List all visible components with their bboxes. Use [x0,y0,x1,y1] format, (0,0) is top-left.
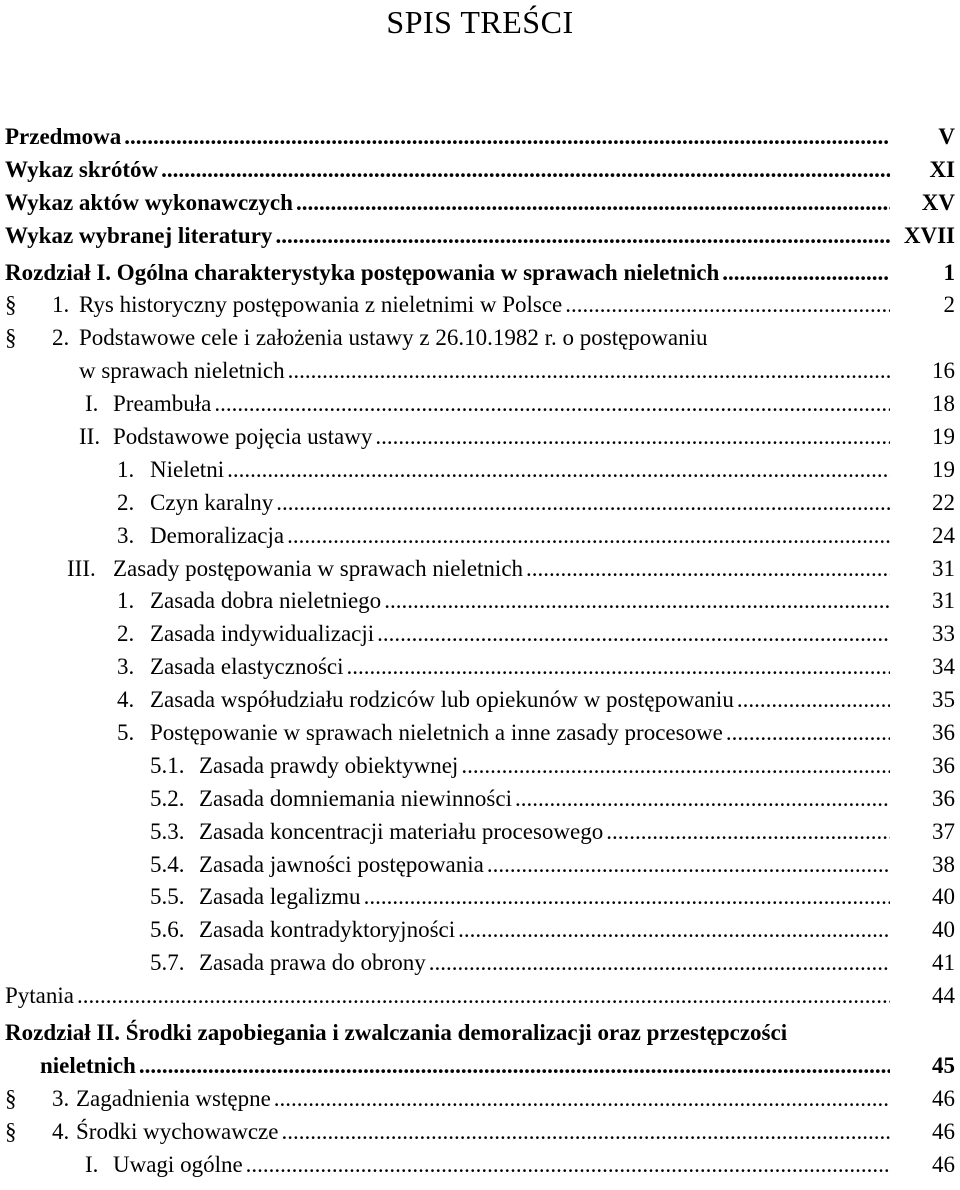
toc-entry-title: w sprawach nieletnich [79,358,285,384]
dot-leader [347,651,891,683]
toc-entry-title: Zasada dobra nieletniego [150,588,382,614]
section-sign: § [5,325,17,351]
toc-entry-number: 3. [117,654,135,680]
toc-entry-title: Zasada indywidualizacji [150,621,375,647]
toc-entry [5,388,955,421]
toc-entry-title: Zasada prawdy obiektywnej [199,752,459,778]
toc-entry-title: Wykaz skrótów [5,156,159,182]
toc-entry-page: 19 [932,424,955,450]
toc-entry-page: 46 [932,1085,955,1111]
dot-leader [161,154,890,186]
toc-entry [5,585,955,618]
toc-entry-page: 37 [932,818,955,844]
dot-leader [487,849,890,881]
dot-leader [227,454,890,486]
toc-entry [5,121,955,154]
toc-entry [5,1083,955,1116]
toc-entry-page: 22 [932,489,955,515]
dot-leader [384,585,890,617]
toc-entry-page: V [938,124,955,149]
toc-entry-page: 31 [932,588,955,614]
toc-entry-number: 2. [52,325,70,351]
toc-entry [5,947,955,980]
dot-leader [364,881,890,913]
toc-entry-page: 33 [932,621,955,647]
toc-entry [5,1149,955,1182]
toc-entry [5,717,955,750]
toc-entry [5,454,955,487]
toc-entry-title: Pytania [5,983,74,1009]
dot-leader [722,257,890,289]
toc-entry [5,355,955,388]
dot-leader [276,487,890,519]
dot-leader [461,750,890,782]
toc-entry-page: 16 [932,358,955,384]
toc-entry-page: 34 [932,654,955,680]
dot-leader [274,1083,890,1115]
toc-entry-page: 44 [932,983,955,1009]
toc-entry-page: XVII [903,222,955,248]
toc-entry-title: Rozdział II. Środki zapobiegania i zwalczania demoralizacji oraz przestępczości [5,1020,788,1046]
table-of-contents [5,121,955,1182]
toc-entry-page: 1 [943,259,955,285]
toc-entry-title: Podstawowe cele i założenia ustawy z 26.10.1982 r. o postępowaniu [79,325,708,351]
dot-leader [375,421,890,453]
toc-entry-number: 1. [117,588,135,614]
toc-entry-title: Zasada jawności postępowania [199,851,484,877]
toc-entry-page: 40 [932,917,955,943]
toc-entry-page: 40 [932,884,955,910]
toc-entry-page: 36 [932,720,955,746]
dot-leader [288,355,890,387]
toc-entry-title: Zasada koncentracji materiału procesowego [199,818,604,844]
toc-entry-number: 4. [117,687,135,713]
toc-entry-title: Podstawowe pojęcia ustawy [113,424,373,450]
toc-entry-page: 46 [932,1151,955,1177]
toc-entry-number: 5.7. [150,950,185,976]
toc-entry-number: 1. [52,292,70,318]
toc-entry-title: Postępowanie w sprawach nieletnich a inne zasady procesowe [150,720,723,746]
toc-entry [5,684,955,717]
toc-entry [5,618,955,651]
toc-entry-page: 38 [932,851,955,877]
toc-entry-page: 45 [932,1052,955,1078]
toc-entry [5,187,955,220]
toc-entry [5,881,955,914]
toc-entry-page: 19 [932,456,955,482]
toc-entry [5,1050,955,1083]
toc-entry-number: 3. [52,1085,70,1111]
toc-entry-page: XV [921,189,955,215]
dot-leader [526,553,890,585]
toc-entry [5,980,955,1013]
page-title: SPIS TREŚCI [386,4,574,40]
toc-entry [5,1116,955,1149]
section-sign: § [5,292,17,318]
toc-entry-number: 5.3. [150,818,185,844]
section-sign: § [5,1085,17,1111]
toc-entry-number: 5.5. [150,884,185,910]
dot-leader [281,1116,890,1148]
dot-leader [726,717,890,749]
toc-entry [5,1017,955,1050]
toc-entry-page: 18 [932,391,955,417]
dot-leader [246,1149,890,1181]
toc-entry-number: 5.4. [150,851,185,877]
toc-entry-page: 36 [932,785,955,811]
toc-entry-title: Zasada kontradyktoryjności [199,917,456,943]
toc-entry-title: Środki wychowawcze [76,1118,279,1144]
toc-entry [5,520,955,553]
toc-entry-number: 2. [117,489,135,515]
toc-entry-title: Zasada prawa do obrony [199,950,426,976]
toc-entry [5,220,955,253]
toc-entry-number: 5. [117,720,135,746]
toc-entry-title: Zasada domniemania niewinności [199,785,512,811]
dot-leader [515,783,890,815]
toc-entry-title: Preambuła [113,391,212,417]
toc-entry-title: Rys historyczny postępowania z nieletnimi w Polsce [79,292,563,318]
toc-entry-title: Wykaz aktów wykonawczych [5,189,293,215]
toc-entry [5,289,955,322]
toc-entry-number: 3. [117,522,135,548]
toc-entry [5,816,955,849]
toc-entry-title: Uwagi ogólne [113,1151,243,1177]
toc-entry [5,322,955,355]
dot-leader [214,388,890,420]
toc-entry-page: 35 [932,687,955,713]
toc-entry [5,750,955,783]
toc-entry [5,257,955,290]
toc-entry-title: Zasada współudziału rodziców lub opiekunów w postępowaniu [150,687,734,713]
toc-entry-title: Przedmowa [5,124,122,149]
toc-entry-number: 5.2. [150,785,185,811]
toc-entry-title: Demoralizacja [150,522,285,548]
toc-entry-number: I. [85,1151,99,1177]
toc-entry-title: Rozdział I. Ogólna charakterystyka postępowania w sprawach nieletnich [5,259,720,285]
toc-entry-title: Nieletni [150,456,225,482]
dot-leader [296,187,890,219]
toc-entry-page: 2 [943,292,955,318]
toc-entry-title: Zasady postępowania w sprawach nieletnich [113,555,524,581]
toc-entry-number: III. [67,555,96,581]
dot-leader [606,816,890,848]
dot-leader [139,1050,890,1082]
dot-leader [377,618,890,650]
toc-entry-number: I. [85,391,99,417]
toc-entry [5,553,955,586]
toc-entry-title: Wykaz wybranej literatury [5,222,273,248]
toc-entry-page: 46 [932,1118,955,1144]
toc-entry [5,914,955,947]
toc-entry [5,651,955,684]
toc-entry-number: 1. [117,456,135,482]
toc-entry [5,783,955,816]
toc-entry-title: Zagadnienia wstępne [76,1085,271,1111]
toc-entry-page: 41 [932,950,955,976]
toc-entry-number: 5.1. [150,752,185,778]
toc-entry-number: 4. [52,1118,70,1144]
toc-entry-title: Zasada elastyczności [150,654,344,680]
toc-entry [5,421,955,454]
toc-entry-title: Czyn karalny [150,489,274,515]
dot-leader [124,121,890,153]
toc-entry [5,487,955,520]
toc-entry-title: Zasada legalizmu [199,884,361,910]
toc-entry-page: 24 [932,522,955,548]
toc-entry-page: 31 [932,555,955,581]
dot-leader [429,947,890,979]
dot-leader [287,520,890,552]
toc-entry-number: II. [79,424,101,450]
toc-entry-title: nieletnich [40,1052,136,1078]
toc-entry [5,154,955,187]
section-sign: § [5,1118,17,1144]
dot-leader [458,914,890,946]
toc-entry-page: XI [929,156,955,182]
toc-entry-number: 5.6. [150,917,185,943]
dot-leader [275,220,890,252]
toc-entry-number: 2. [117,621,135,647]
toc-entry [5,849,955,882]
dot-leader [565,289,890,321]
toc-entry-page: 36 [932,752,955,778]
dot-leader [737,684,890,716]
dot-leader [77,980,890,1012]
